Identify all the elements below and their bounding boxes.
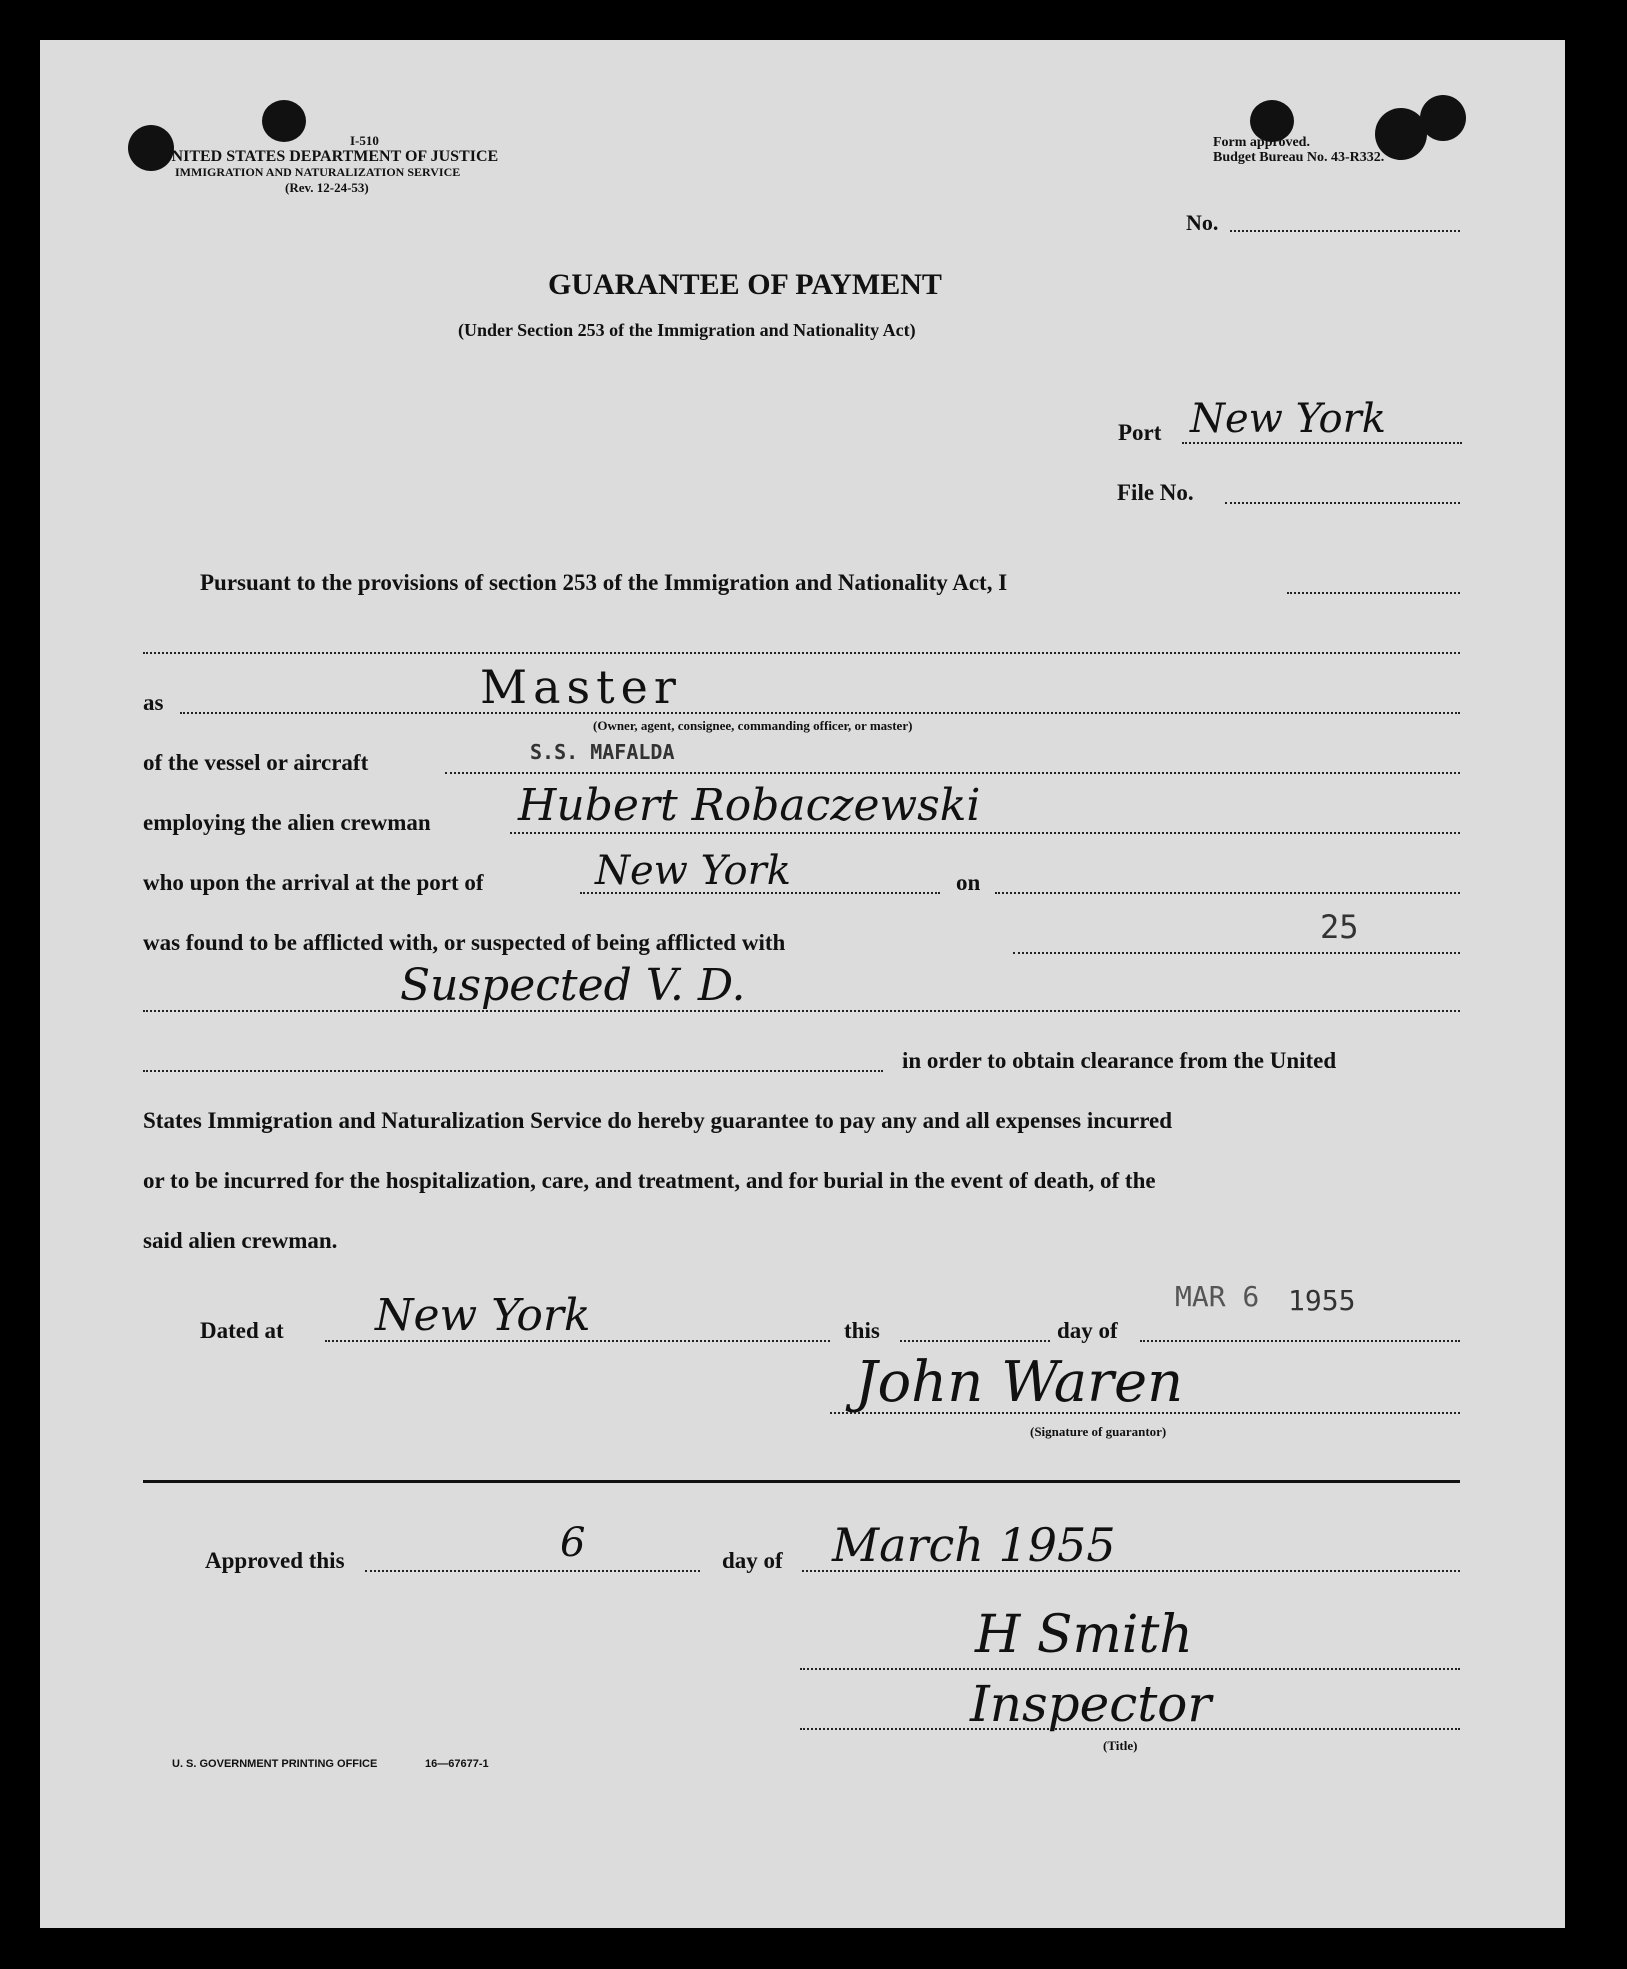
afflicted-stamp: 25	[1320, 908, 1359, 946]
approved-day-value: 6	[560, 1520, 586, 1566]
approved-month-year: March 1955	[832, 1518, 1116, 1572]
agency-line1: UNITED STATES DEPARTMENT OF JUSTICE	[160, 148, 499, 165]
page-subtitle: (Under Section 253 of the Immigration and Nationality Act)	[458, 320, 916, 340]
this-label: this	[844, 1318, 880, 1343]
para-line2: States Immigration and Naturalization Service do hereby guarantee to pay any and all expenses incurred	[143, 1108, 1173, 1133]
arrival-value: New York	[595, 848, 791, 894]
crewman-label: employing the alien crewman	[143, 810, 431, 835]
dated-place: New York	[375, 1290, 591, 1341]
condition-line	[143, 1010, 1460, 1012]
approval-line1: Form approved.	[1213, 135, 1310, 150]
title-caption: (Title)	[1103, 1738, 1138, 1753]
para-line3: or to be incurred for the hospitalization, care, and treatment, and for burial in the event of death, of the	[143, 1168, 1156, 1193]
vessel-value: S.S. MAFALDA	[530, 740, 675, 764]
file-no-line	[1225, 502, 1460, 504]
day-of-label: day of	[1057, 1318, 1118, 1343]
as-label: as	[143, 690, 164, 715]
punch-hole	[1420, 95, 1466, 141]
section-divider	[143, 1480, 1460, 1483]
condition-value: Suspected V. D.	[400, 960, 746, 1011]
revision-date: (Rev. 12-24-53)	[285, 180, 369, 195]
dated-label: Dated at	[200, 1318, 284, 1343]
inspector-signature-line	[800, 1668, 1460, 1670]
afflicted-line	[1013, 952, 1460, 954]
para-line4: said alien crewman.	[143, 1228, 338, 1253]
inspector-signature: H Smith	[975, 1605, 1193, 1665]
as-caption: (Owner, agent, consignee, commanding officer, or master)	[593, 718, 913, 733]
clearance-text: in order to obtain clearance from the United	[902, 1048, 1337, 1073]
intro-text: Pursuant to the provisions of section 253 of the Immigration and Nationality Act, I	[200, 570, 1008, 595]
as-value: Master	[480, 660, 682, 714]
on-label: on	[956, 870, 981, 895]
approved-day-of-label: day of	[722, 1548, 783, 1573]
form-number: I-510	[350, 133, 379, 148]
agency-line2: IMMIGRATION AND NATURALIZATION SERVICE	[175, 165, 461, 179]
approval-line2: Budget Bureau No. 43-R332.	[1213, 150, 1385, 165]
vessel-line	[445, 772, 1460, 774]
inspector-title: Inspector	[970, 1675, 1212, 1733]
page-title: GUARANTEE OF PAYMENT	[548, 268, 942, 301]
intro-line	[1287, 592, 1460, 594]
vessel-label: of the vessel or aircraft	[143, 750, 369, 775]
on-date-line	[995, 892, 1460, 894]
crewman-line	[510, 832, 1460, 834]
approved-day-line	[365, 1570, 700, 1572]
as-line	[180, 712, 1460, 714]
number-label: No.	[1186, 210, 1219, 235]
guarantor-name-line	[143, 652, 1460, 654]
guarantor-signature: John Waren	[855, 1350, 1184, 1415]
form-page	[40, 40, 1565, 1928]
printer-credit: U. S. GOVERNMENT PRINTING OFFICE	[172, 1758, 378, 1770]
print-code: 16—67677-1	[425, 1758, 489, 1770]
number-line	[1230, 230, 1460, 232]
approved-label: Approved this	[205, 1548, 345, 1573]
day-of-line	[1140, 1340, 1460, 1342]
this-day-line	[900, 1340, 1050, 1342]
port-value: New York	[1190, 396, 1386, 442]
afflicted-label: was found to be afflicted with, or suspected of being afflicted with	[143, 930, 786, 955]
port-label: Port	[1118, 420, 1162, 445]
condition-line-2	[143, 1070, 883, 1072]
crewman-value: Hubert Robaczewski	[518, 780, 981, 831]
port-line	[1182, 442, 1462, 444]
date-stamp-year: 1955	[1288, 1284, 1356, 1317]
arrival-label: who upon the arrival at the port of	[143, 870, 484, 895]
punch-hole	[262, 100, 306, 142]
file-no-label: File No.	[1117, 480, 1194, 505]
date-stamp-month: MAR 6	[1175, 1280, 1260, 1313]
signature-caption: (Signature of guarantor)	[1030, 1424, 1167, 1439]
